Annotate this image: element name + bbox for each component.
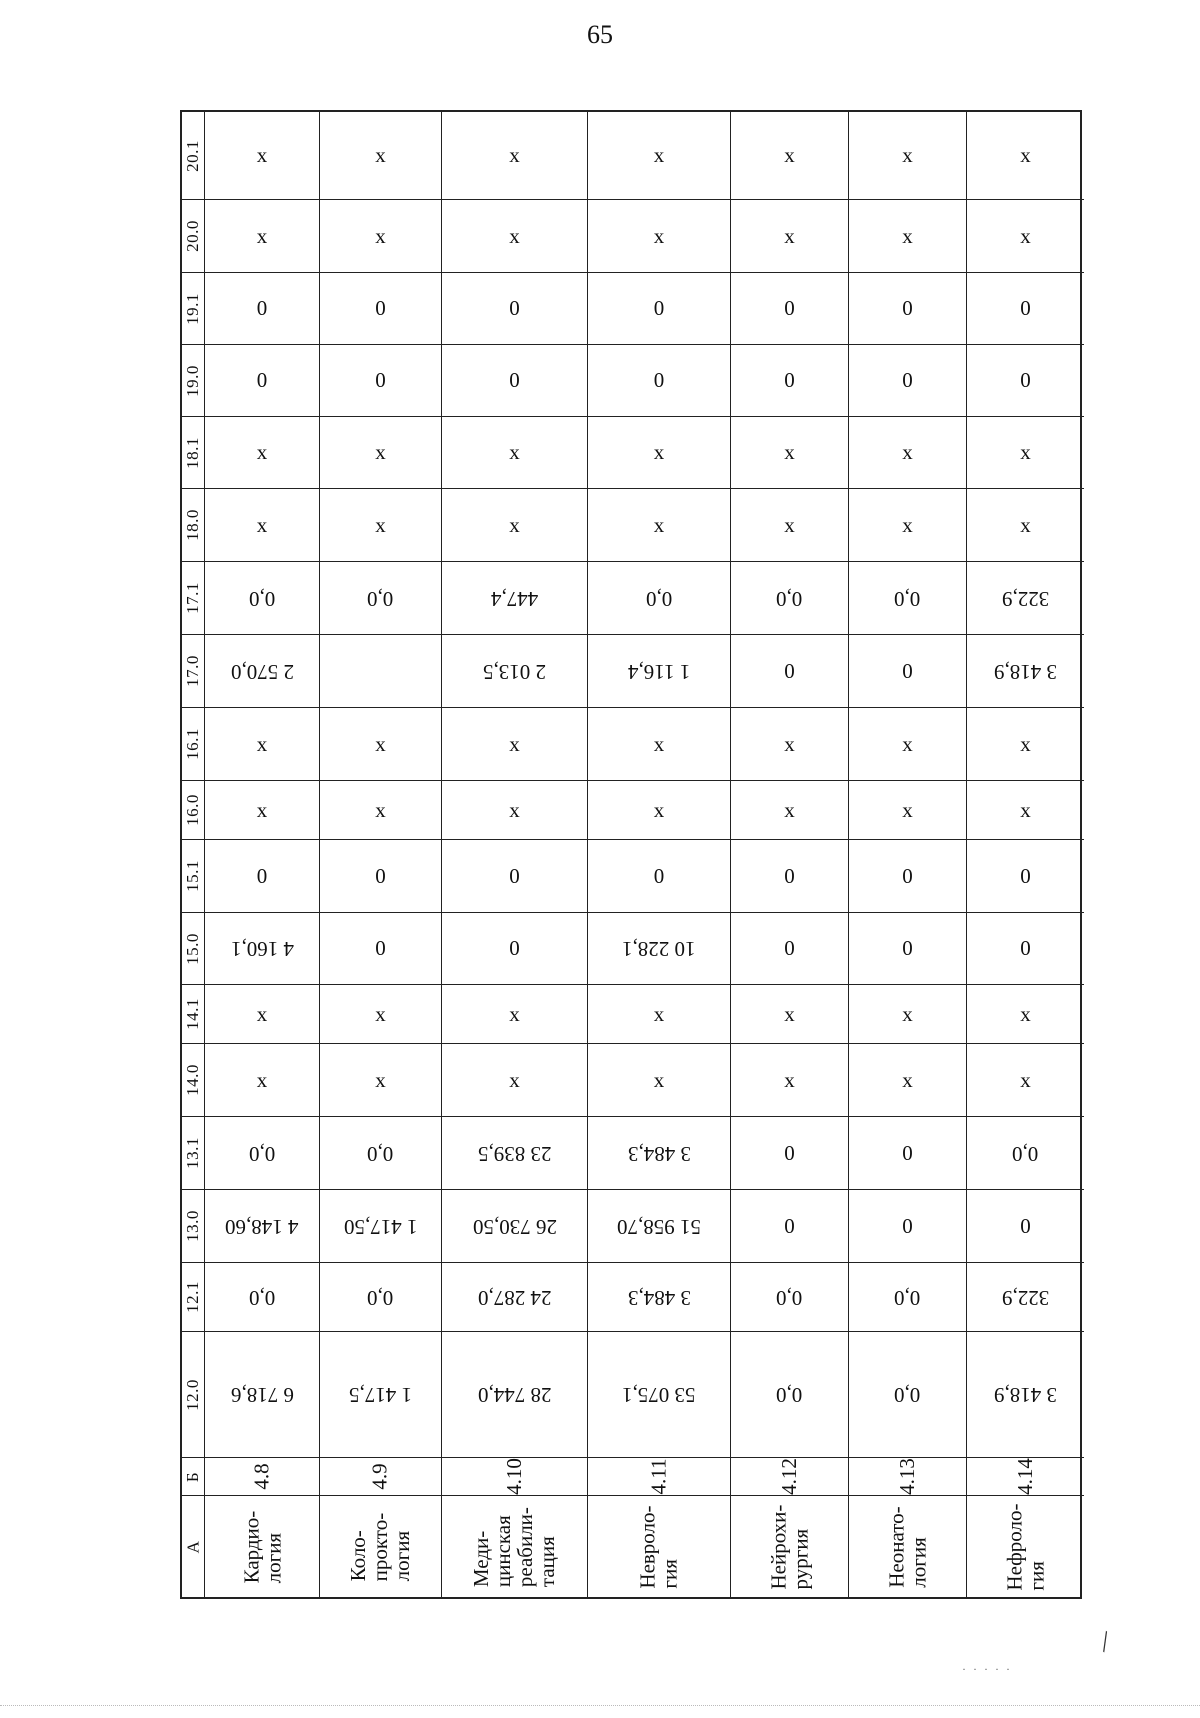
table-cell: x <box>320 417 442 489</box>
table-cell: 3 418,9 <box>967 1332 1084 1458</box>
table-cell: 0,0 <box>731 1263 849 1332</box>
specialty-name-line: рургия <box>788 1528 813 1590</box>
specialty-name-line: Коло- <box>346 1529 371 1581</box>
table-cell: x <box>442 417 588 489</box>
specialty-name-line: гия <box>1024 1560 1049 1591</box>
column-header: 18.0 <box>182 489 205 562</box>
table-cell: x <box>205 200 320 273</box>
table-cell: 322,9 <box>967 562 1084 635</box>
table-cell: x <box>320 112 442 200</box>
table-cell: 0,0 <box>731 562 849 635</box>
table-cell: 0 <box>849 840 967 913</box>
column-header: 16.1 <box>182 708 205 781</box>
table-cell <box>320 635 442 708</box>
table-cell: 0 <box>967 273 1084 345</box>
column-header: 15.1 <box>182 840 205 913</box>
table-cell: x <box>967 112 1084 200</box>
table-cell: x <box>967 200 1084 273</box>
table-cell: x <box>442 489 588 562</box>
table-cell: 0 <box>849 273 967 345</box>
table-cell: x <box>442 781 588 840</box>
table-cell: 0 <box>967 345 1084 417</box>
table-cell: 0 <box>320 840 442 913</box>
table-cell: 447,4 <box>442 562 588 635</box>
table-cell: x <box>442 112 588 200</box>
table-cell: x <box>205 708 320 781</box>
table-cell: x <box>849 708 967 781</box>
table-cell: x <box>849 781 967 840</box>
table-cell: 0,0 <box>205 1117 320 1190</box>
scan-mark: · · · · · <box>962 1662 1012 1676</box>
column-header: 14.1 <box>182 985 205 1044</box>
column-header: А <box>182 1496 205 1597</box>
table-cell: x <box>849 112 967 200</box>
table-cell: 0 <box>967 840 1084 913</box>
table-cell: 0 <box>849 913 967 985</box>
table-cell: 0 <box>731 345 849 417</box>
table-cell: 2 570,0 <box>205 635 320 708</box>
table-cell: x <box>320 489 442 562</box>
table-cell: x <box>442 1044 588 1117</box>
table-cell: 0 <box>205 840 320 913</box>
table-cell: x <box>849 1044 967 1117</box>
table-cell: 0 <box>442 840 588 913</box>
column-header: 19.1 <box>182 273 205 345</box>
table-cell: 0,0 <box>967 1117 1084 1190</box>
specialty-name <box>588 1496 731 1597</box>
column-header: 19.0 <box>182 345 205 417</box>
specialty-name-line: реабили- <box>513 1506 538 1587</box>
table-cell: 0 <box>849 1190 967 1263</box>
table-cell: 0 <box>442 913 588 985</box>
table-cell: 0 <box>849 1117 967 1190</box>
specialty-name-line: логия <box>390 1530 415 1581</box>
table-cell: 0 <box>731 1190 849 1263</box>
table-cell: x <box>320 781 442 840</box>
table-cell: 0 <box>967 913 1084 985</box>
specialty-name-line: логия <box>260 1532 285 1584</box>
table-cell: 0,0 <box>588 562 731 635</box>
table-cell: 3 484,3 <box>588 1263 731 1332</box>
table-cell: 0 <box>320 273 442 345</box>
table-cell: x <box>849 985 967 1044</box>
table-cell: 0,0 <box>320 1117 442 1190</box>
table-cell: x <box>967 985 1084 1044</box>
table-cell: 4 160,1 <box>205 913 320 985</box>
table-cell: x <box>967 1044 1084 1117</box>
table-cell: x <box>967 781 1084 840</box>
row-code: 4.11 <box>588 1458 731 1496</box>
specialty-name-line: Неонато- <box>884 1506 909 1588</box>
table-cell: x <box>588 708 731 781</box>
specialty-name <box>967 1496 1084 1597</box>
table-cell: 1 116,4 <box>588 635 731 708</box>
table-cell: 0 <box>849 635 967 708</box>
table-cell: x <box>731 708 849 781</box>
table-cell: 0 <box>731 273 849 345</box>
specialty-name-line: гия <box>657 1558 682 1589</box>
table-cell: x <box>205 985 320 1044</box>
column-header: 14.0 <box>182 1044 205 1117</box>
table-cell: 23 839,5 <box>442 1117 588 1190</box>
specialty-name <box>731 1496 849 1597</box>
table-cell: 26 730,50 <box>442 1190 588 1263</box>
table-cell: 0,0 <box>205 1263 320 1332</box>
column-header: 12.0 <box>182 1332 205 1458</box>
table-cell: x <box>320 1044 442 1117</box>
row-code: 4.10 <box>442 1458 588 1496</box>
column-header: Б <box>182 1458 205 1496</box>
table-cell: 0 <box>731 635 849 708</box>
table-cell: x <box>731 1044 849 1117</box>
column-header: 17.1 <box>182 562 205 635</box>
table-cell: x <box>731 200 849 273</box>
table-cell: 0,0 <box>320 1263 442 1332</box>
table-cell: x <box>205 1044 320 1117</box>
table-cell: 0 <box>205 273 320 345</box>
table-cell: x <box>205 489 320 562</box>
table-cell: x <box>731 489 849 562</box>
row-code: 4.14 <box>967 1458 1084 1496</box>
scan-edge <box>0 1705 1200 1707</box>
table-cell: 0 <box>731 913 849 985</box>
table-cell: x <box>731 112 849 200</box>
table-cell: 3 484,3 <box>588 1117 731 1190</box>
table-cell: 0 <box>442 273 588 345</box>
table-cell: 0 <box>588 273 731 345</box>
specialty-name <box>849 1496 967 1597</box>
table-cell: 0,0 <box>849 562 967 635</box>
specialty-name <box>320 1496 442 1597</box>
table-cell: 0 <box>967 1190 1084 1263</box>
table-cell: 3 418,9 <box>967 635 1084 708</box>
table-cell: x <box>205 781 320 840</box>
table-cell: 4 148,60 <box>205 1190 320 1263</box>
table-cell: 51 958,70 <box>588 1190 731 1263</box>
table-cell: 0 <box>588 840 731 913</box>
table-cell: x <box>967 417 1084 489</box>
column-header: 20.0 <box>182 200 205 273</box>
table-cell: x <box>967 708 1084 781</box>
table-cell: 53 075,1 <box>588 1332 731 1458</box>
column-header: 15.0 <box>182 913 205 985</box>
table-cell: 0,0 <box>849 1332 967 1458</box>
column-header: 16.0 <box>182 781 205 840</box>
table-cell: x <box>442 708 588 781</box>
table-cell: x <box>588 985 731 1044</box>
table-cell: x <box>731 781 849 840</box>
column-header: 18.1 <box>182 417 205 489</box>
table-cell: 2 013,5 <box>442 635 588 708</box>
table-cell: 1 417,50 <box>320 1190 442 1263</box>
row-code: 4.13 <box>849 1458 967 1496</box>
table-cell: 0,0 <box>320 562 442 635</box>
table-cell: 0 <box>442 345 588 417</box>
row-code: 4.8 <box>205 1458 320 1496</box>
specialty-name <box>442 1496 588 1597</box>
data-table <box>180 110 1082 1599</box>
table-cell: x <box>205 112 320 200</box>
table-cell: x <box>588 112 731 200</box>
table-cell: x <box>849 489 967 562</box>
table-cell: x <box>442 985 588 1044</box>
specialty-name-line: Невроло- <box>635 1505 660 1589</box>
table-cell: 322,9 <box>967 1263 1084 1332</box>
table-cell: 0 <box>205 345 320 417</box>
table-cell: 0 <box>731 1117 849 1190</box>
row-code: 4.9 <box>320 1458 442 1496</box>
table-cell: x <box>731 417 849 489</box>
table-cell: x <box>588 489 731 562</box>
table-cell: x <box>320 985 442 1044</box>
specialty-name-line: прокто- <box>368 1512 393 1581</box>
table-cell: 1 417,5 <box>320 1332 442 1458</box>
table-cell: x <box>731 985 849 1044</box>
specialty-name-line: Нейрохи- <box>766 1504 791 1590</box>
table-cell: x <box>588 200 731 273</box>
column-header: 13.0 <box>182 1190 205 1263</box>
table-cell: 0,0 <box>731 1332 849 1458</box>
page-number: 65 <box>587 20 613 49</box>
specialty-name-line: Меди- <box>469 1530 494 1587</box>
table-cell: 0,0 <box>205 562 320 635</box>
table-cell: x <box>442 200 588 273</box>
table-cell: 24 287,0 <box>442 1263 588 1332</box>
table-cell: 0 <box>320 345 442 417</box>
specialty-name-line: тация <box>535 1535 560 1587</box>
column-header: 17.0 <box>182 635 205 708</box>
table-cell: 28 744,0 <box>442 1332 588 1458</box>
table-cell: 6 718,6 <box>205 1332 320 1458</box>
table-cell: 0 <box>588 345 731 417</box>
table-cell: x <box>967 489 1084 562</box>
specialty-name <box>205 1496 320 1597</box>
column-header: 13.1 <box>182 1117 205 1190</box>
table-cell: 0 <box>731 840 849 913</box>
row-code: 4.12 <box>731 1458 849 1496</box>
table-cell: x <box>849 417 967 489</box>
table-cell: x <box>588 417 731 489</box>
table-cell: x <box>320 200 442 273</box>
scan-mark: ╲ <box>1095 1632 1114 1653</box>
table-cell: 0,0 <box>849 1263 967 1332</box>
table-cell: x <box>588 781 731 840</box>
table-cell: x <box>849 200 967 273</box>
specialty-name-line: логия <box>906 1536 931 1588</box>
table-cell: 0 <box>849 345 967 417</box>
table-cell: 10 228,1 <box>588 913 731 985</box>
table-cell: x <box>588 1044 731 1117</box>
specialty-name-line: цинская <box>491 1514 516 1587</box>
specialty-name-line: Кардио- <box>238 1510 263 1584</box>
specialty-name-line: Нефроло- <box>1002 1503 1027 1591</box>
table-cell: x <box>320 708 442 781</box>
column-header: 20.1 <box>182 112 205 200</box>
table-cell: 0 <box>320 913 442 985</box>
column-header: 12.1 <box>182 1263 205 1332</box>
table-cell: x <box>205 417 320 489</box>
